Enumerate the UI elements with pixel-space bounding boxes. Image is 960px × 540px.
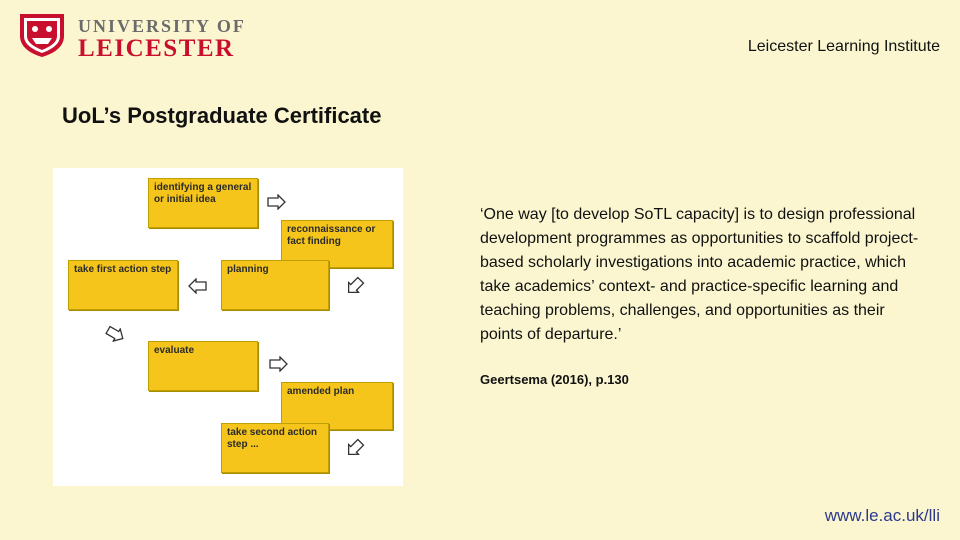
crest-icon: [18, 12, 66, 58]
hand-pointer-icon: [268, 356, 288, 372]
quote-text: ‘One way [to develop SoTL capacity] is to design professional development programmes as opportunities to scaffold project-based scholarly investigations into academic practice, which take academics’ context- and practice-specific learning and teaching problems, challenges, and opportunities as their points of departure.’: [480, 206, 919, 343]
quote-citation: Geertsema (2016), p.130: [480, 372, 629, 387]
diagram-box-evaluate: evaluate: [148, 341, 258, 391]
hand-pointer-icon: [188, 278, 208, 294]
action-research-diagram: [53, 168, 403, 486]
logo-university-of: UNIVERSITY OF: [78, 16, 246, 36]
diagram-box-identify: identifying a general or initial idea: [148, 178, 258, 228]
logo-leicester: LEICESTER: [78, 35, 235, 62]
diagram-box-second-action: take second action step ...: [221, 423, 329, 473]
page-title: UoL’s Postgraduate Certificate: [62, 103, 382, 128]
university-logo: [18, 12, 248, 62]
diagram-box-reconnaissance: reconnaissance or fact finding: [281, 220, 393, 268]
diagram-box-amended-plan: amended plan: [281, 382, 393, 430]
institute-name: Leicester Learning Institute: [747, 38, 940, 55]
hand-pointer-icon: [102, 322, 127, 346]
diagram-box-first-action: take first action step: [68, 260, 178, 310]
website-link[interactable]: www.le.ac.uk/lli: [824, 506, 940, 525]
hand-pointer-icon: [342, 435, 367, 460]
diagram-box-planning: planning: [221, 260, 329, 310]
hand-pointer-icon: [266, 194, 286, 210]
hand-pointer-icon: [342, 273, 367, 298]
